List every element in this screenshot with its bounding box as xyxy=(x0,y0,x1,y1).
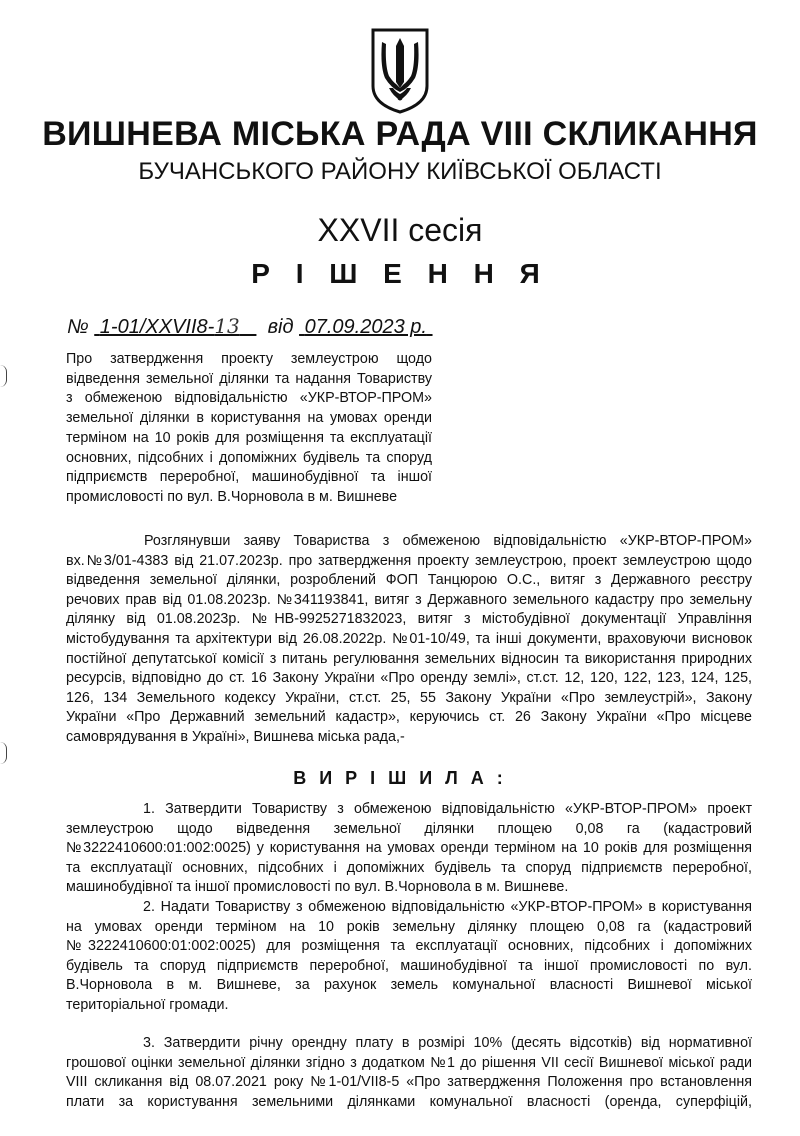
item-2-line: 2. Надати Товариству з обмеженою відповідальністю «УКР-ВТОР-ПРОМ» в користування xyxy=(143,899,752,915)
binding-hole-mark xyxy=(0,742,7,764)
preamble-line: Розглянувши заяву Товариства з обмеженою відповідальністю «УКР-ВТОР-ПРОМ» xyxy=(144,533,752,549)
trident-emblem-icon xyxy=(369,26,431,114)
subject-line: підприємств переробної, машинобудівної та іншої xyxy=(66,469,432,486)
decision-number: 1-01/XXVII8-13 xyxy=(99,314,240,338)
item-1-line: та експлуатації основних, підсобних і допоміжних будівель та споруд підприємств переробної, xyxy=(66,859,752,876)
item-3-line: VIII скликання від 08.07.2021 року №1-01/VII8-5 «Про затвердження Положення про встановлення xyxy=(66,1074,752,1091)
preamble-line: вх.№3/01-4383 від 21.07.2023р. про затвердження проекту землеустрою, проект землеустрою щодо xyxy=(66,552,752,569)
item-2-line: територіальної громади. xyxy=(66,996,229,1013)
subject-line: основних, підсобних і допоміжних будівель та споруд xyxy=(66,449,432,466)
subject-line: Про затвердження проекту землеустрою щодо xyxy=(66,351,432,367)
preamble-line: містобудування та архітектури від 26.08.2022р. №01-10/49, та інші документи, враховуючи висновок xyxy=(66,630,752,647)
preamble-line: України «Про Державний земельний кадастр», керуючись ст. 26 Закону України «Про місцеве xyxy=(66,709,752,726)
item-2-paragraph xyxy=(66,898,752,1016)
preamble-line: самоврядування в Україні», Вишнева міська рада,- xyxy=(66,728,405,745)
subject-line: відведення земельної ділянки та надання Товариству xyxy=(66,370,432,387)
decision-title: Р І Ш Е Н Н Я xyxy=(251,258,549,289)
preamble-line: речових прав від 01.08.2023р. №341193841, витяг з Державного земельного кадастру про земельну xyxy=(66,591,752,608)
subject-line: земельної ділянки в користування на умовах оренди xyxy=(66,410,432,427)
subject-line: промисловості по вул. В.Чорновола в м. Вишневе xyxy=(66,488,398,505)
item-3-line: плати за користування земельними ділянками комунальної власності (оренда, суперфіцій, xyxy=(66,1093,752,1110)
preamble-line: ресурсів, відповідно до ст. 16 Закону України «Про оренду землі», ст.ст. 12, 120, 122, 123, 124, 125, xyxy=(66,670,752,687)
subject-line: з обмеженою відповідальністю «УКР-ВТОР-ПРОМ» xyxy=(66,390,432,407)
item-3-paragraph xyxy=(66,1034,752,1112)
session-title: XXVII сесія xyxy=(317,212,483,248)
district-name: БУЧАНСЬКОГО РАЙОНУ КИЇВСЬКОЇ ОБЛАСТІ xyxy=(138,158,662,185)
preamble-line: ділянку від 01.08.2023р. №НВ-9925271832023, витяг з містобудівної документації Управління xyxy=(66,611,752,628)
from-label: від xyxy=(267,316,294,338)
preamble-paragraph xyxy=(66,532,752,748)
subject-line: терміном на 10 років для розміщення та експлуатації xyxy=(66,429,432,446)
decision-number-line xyxy=(67,314,433,339)
item-2-line: №3222410600:01:002:0025) для розміщення та експлуатації основних, підсобних і допоміжних xyxy=(66,938,752,955)
item-2-line: будівель та споруд підприємств переробної, машинобудівної та іншої промисловості по вул. xyxy=(66,957,752,974)
item-1-line: №3222410600:01:002:0025) у користування на умовах оренди терміном на 10 років для розміщення xyxy=(66,840,752,857)
item-1-line: машинобудівної та іншої промисловості по вул. В.Чорновола в м. Вишневе. xyxy=(66,879,569,896)
item-3-line: 3. Затвердити річну орендну плату в розмірі 10% (десять відсотків) від нормативної xyxy=(143,1035,752,1051)
decision-date: 07.09.2023 р. xyxy=(304,316,427,338)
item-3-line: грошової оцінки земельної ділянки згідно з додатком №1 до рішення VII сесії Вишневої міської ради xyxy=(66,1054,752,1071)
decision-subject xyxy=(66,350,432,508)
preamble-line: постійної депутатської комісії з питань регулювання земельних відносин та використання природних xyxy=(66,650,752,667)
decided-heading: В И Р І Ш И Л А : xyxy=(293,768,507,788)
item-1-line: землеустрою щодо відведення земельної ділянки площею 0,08 га (кадастровий xyxy=(66,820,752,837)
preamble-line: 126, 134 Земельного кодексу України, ст.ст. 25, 55 Закону України «Про землеустрій», Закону xyxy=(66,689,752,706)
preamble-line: відведення земельної ділянки, розроблений ФОП Танцюрою О.С., витяг з Державного реєстру xyxy=(66,572,752,589)
number-prefix: № xyxy=(67,316,89,338)
item-2-line: В.Чорновола в м. Вишневе, за рахунок земель комунальної власності Вишневої міської xyxy=(66,977,752,994)
binding-hole-mark xyxy=(0,365,7,387)
handwritten-number: 13 xyxy=(214,314,240,338)
item-1-paragraph xyxy=(66,800,752,898)
item-2-line: на умовах оренди терміном на 10 років земельну ділянку площею 0,08 га (кадастровий xyxy=(66,918,752,935)
item-1-line: 1. Затвердити Товариству з обмеженою відповідальністю «УКР-ВТОР-ПРОМ» проект xyxy=(143,801,752,817)
council-name: ВИШНЕВА МІСЬКА РАДА VIII СКЛИКАННЯ xyxy=(42,115,758,153)
